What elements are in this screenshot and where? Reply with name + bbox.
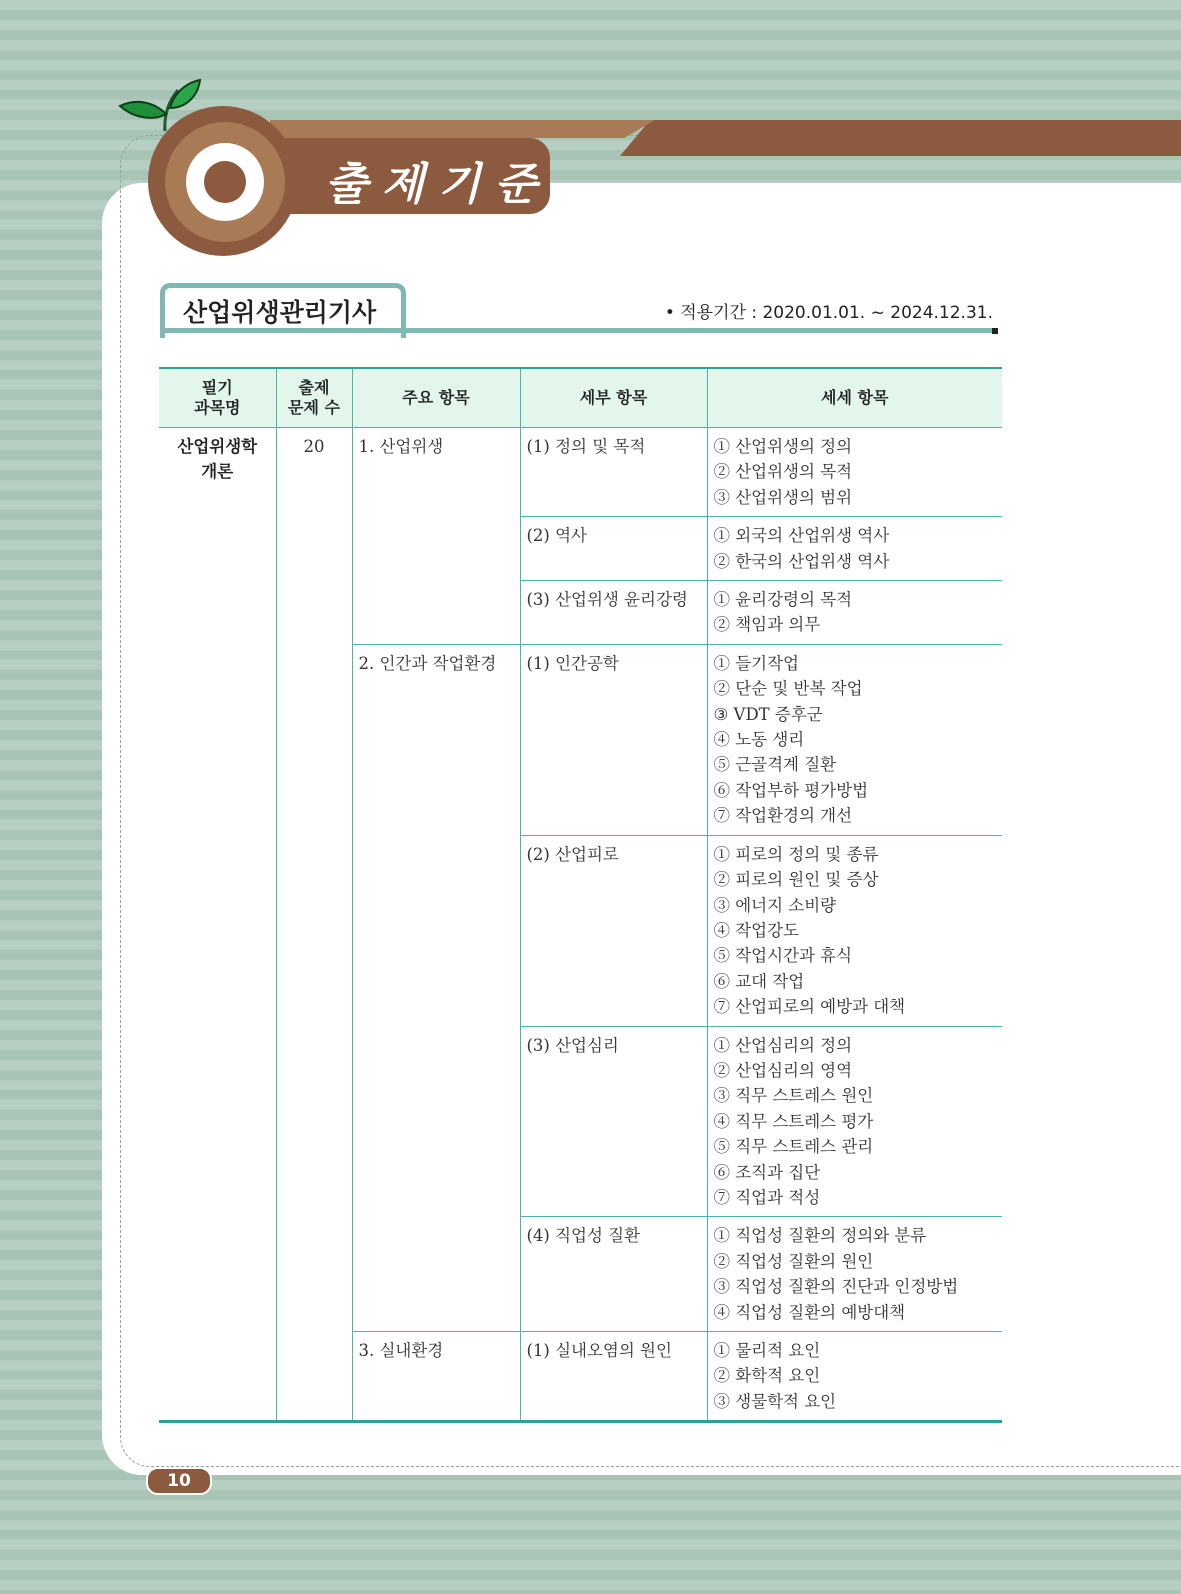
detail-item: ② 한국의 산업위생 역사 <box>713 551 890 571</box>
detail-item: ⑥ 교대 작업 <box>713 971 805 991</box>
detail-item: ① 산업심리의 정의 <box>713 1035 853 1055</box>
subject-cell <box>159 428 276 1422</box>
subject-line: 산업위생학 <box>177 437 258 456</box>
detail-item: ⑦ 산업피로의 예방과 대책 <box>713 997 906 1017</box>
detail-item: ① 직업성 질환의 정의와 분류 <box>713 1226 927 1246</box>
header-count <box>276 368 352 428</box>
detail-item: ⑤ 작업시간과 휴식 <box>713 946 853 966</box>
underline-end-mark <box>992 328 998 334</box>
main-item-cell: 3. 실내환경 <box>352 1332 520 1422</box>
sub-item-cell: (4) 직업성 질환 <box>520 1217 707 1332</box>
header-main: 주요 항목 <box>352 368 520 428</box>
question-count-cell: 20 <box>276 428 352 1422</box>
detail-item: ① 물리적 요인 <box>713 1341 821 1360</box>
detail-item: ③ VDT 증후군 <box>713 704 823 724</box>
detail-item: ⑥ 조직과 집단 <box>713 1162 821 1182</box>
header-subject-line1: 필기 <box>201 378 233 397</box>
detail-item: ② 책임과 의무 <box>713 615 821 635</box>
detail-item: ① 윤리강령의 목적 <box>713 590 853 610</box>
header-sub: 세부 항목 <box>520 368 707 428</box>
detail-item: ⑤ 직무 스트레스 관리 <box>713 1137 874 1157</box>
subject-line: 개론 <box>201 462 234 482</box>
main-item-cell: 2. 인간과 작업환경 <box>352 644 520 1331</box>
detail-item: ④ 작업강도 <box>713 920 800 940</box>
subject-title: 산업위생관리기사 <box>183 298 377 327</box>
detail-item: ② 화학적 요인 <box>713 1366 821 1386</box>
detail-item: ③ 직업성 질환의 진단과 인정방법 <box>713 1277 959 1297</box>
sub-item-cell: (2) 역사 <box>520 517 707 581</box>
detail-item: ① 피로의 정의 및 종류 <box>713 844 879 864</box>
detail-item: ① 들기작업 <box>713 653 800 673</box>
header-subject <box>159 368 276 428</box>
detail-item: ③ 직무 스트레스 원인 <box>713 1086 874 1106</box>
sub-item-cell: (1) 인간공학 <box>520 644 707 835</box>
sub-item-cell: (2) 산업피로 <box>520 835 707 1026</box>
detail-item: ② 직업성 질환의 원인 <box>713 1251 874 1271</box>
page-title: 출제기준 <box>325 159 552 210</box>
header-subject-line2: 과목명 <box>194 398 241 417</box>
detail-item: ② 산업위생의 목적 <box>713 462 853 482</box>
header-bar <box>620 120 1181 156</box>
detail-item: ④ 노동 생리 <box>713 730 805 750</box>
detail-item-cell <box>707 581 1002 645</box>
header-count-line1: 출제 <box>298 378 330 397</box>
detail-item: ③ 에너지 소비량 <box>713 895 837 915</box>
header-count-line2: 문제 수 <box>288 398 340 417</box>
subject-underline <box>160 328 998 333</box>
detail-item: ② 단순 및 반복 작업 <box>713 679 863 699</box>
detail-item-cell <box>707 835 1002 1026</box>
header-detail: 세세 항목 <box>707 368 1002 428</box>
sub-item-cell: (3) 산업위생 윤리강령 <box>520 581 707 645</box>
detail-item: ④ 직업성 질환의 예방대책 <box>713 1302 906 1322</box>
sub-item-cell: (1) 실내오염의 원인 <box>520 1332 707 1422</box>
detail-item: ② 피로의 원인 및 증상 <box>713 870 879 890</box>
detail-item-cell <box>707 517 1002 581</box>
leaf-icon <box>118 76 208 136</box>
detail-item-cell <box>707 644 1002 835</box>
detail-item-cell <box>707 1332 1002 1422</box>
detail-item: ① 산업위생의 정의 <box>713 437 853 456</box>
header-circle-center <box>204 161 246 203</box>
criteria-table <box>159 367 1002 1423</box>
sub-item-cell: (3) 산업심리 <box>520 1026 707 1217</box>
table-header-row <box>159 368 1002 428</box>
header-bar-accent <box>270 120 655 138</box>
detail-item: ⑤ 근골격계 질환 <box>713 755 837 775</box>
sub-item-cell: (1) 정의 및 목적 <box>520 428 707 517</box>
detail-item: ① 외국의 산업위생 역사 <box>713 526 890 546</box>
detail-item: ③ 산업위생의 범위 <box>713 487 853 507</box>
detail-item-cell <box>707 1217 1002 1332</box>
page-number: 10 <box>146 1467 212 1495</box>
table-row <box>159 428 1002 517</box>
main-item-cell: 1. 산업위생 <box>352 428 520 645</box>
detail-item-cell <box>707 1026 1002 1217</box>
detail-item: ⑦ 작업환경의 개선 <box>713 806 853 826</box>
detail-item: ④ 직무 스트레스 평가 <box>713 1111 874 1131</box>
detail-item: ② 산업심리의 영역 <box>713 1060 853 1080</box>
application-period: • 적용기간 : 2020.01.01. ~ 2024.12.31. <box>664 303 993 323</box>
detail-item: ⑦ 직업과 적성 <box>713 1187 821 1207</box>
detail-item: ③ 생물학적 요인 <box>713 1391 837 1411</box>
detail-item: ⑥ 작업부하 평가방법 <box>713 780 869 800</box>
detail-item-cell <box>707 428 1002 517</box>
